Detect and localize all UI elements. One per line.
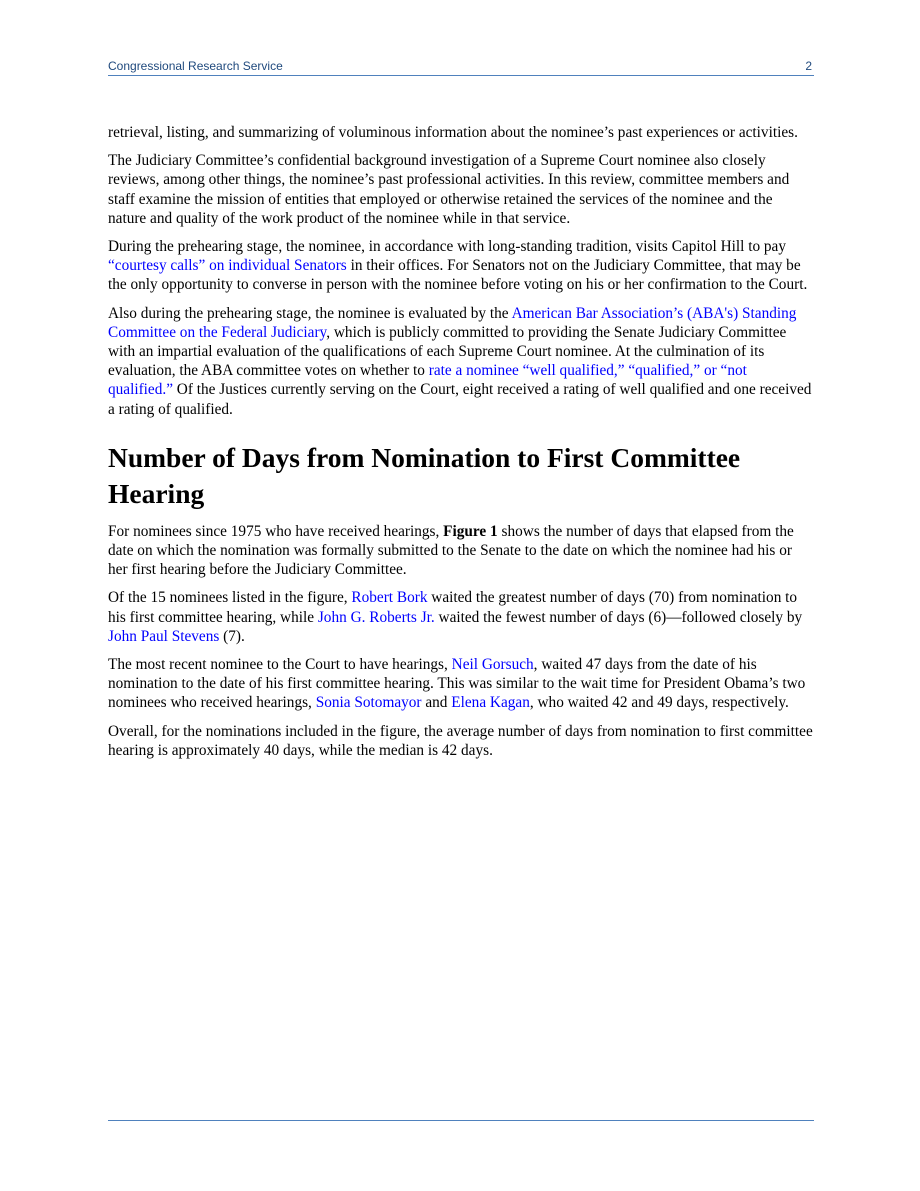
- paragraph-background-investigation: The Judiciary Committee’s confidential background investigation of a Supreme Court nominee also closely reviews, among other things, the nominee’s past professional activities. In this review, committee members and staff examine the mission of entities that employed or otherwise retained the services of the nominee and the nature and quality of the work product of the nominee while in that service.: [108, 152, 790, 227]
- text-segment: , waited 47 days from the date of his nomination to the date of his first committee hearing. This was similar to the wait time for President Obama’s two nominees who received hearings,: [108, 656, 806, 712]
- footer-rule: [108, 1120, 814, 1121]
- text-segment: Of the 15 nominees listed in the figure,: [108, 589, 352, 607]
- aba-rating-link[interactable]: rate a nominee “well qualified,” “qualified,” or “not qualified.”: [108, 362, 747, 399]
- figure-reference: Figure 1: [443, 522, 498, 540]
- text-segment: in their offices. For Senators not on the Judiciary Committee, that may be the only opportunity to converse in person with the nominee before voting on his or her confirmation to the Court.: [108, 257, 808, 294]
- paragraph-aba-evaluation: [108, 304, 814, 419]
- page-header: [108, 58, 814, 76]
- document-body: [108, 123, 814, 769]
- courtesy-calls-link[interactable]: “courtesy calls” on individual Senators: [108, 257, 347, 275]
- paragraph-retrieval: retrieval, listing, and summarizing of voluminous information about the nominee’s past experiences or activities.: [108, 124, 798, 141]
- text-segment: For nominees since 1975 who have received hearings,: [108, 522, 444, 540]
- john-paul-stevens-link[interactable]: John Paul Stevens: [108, 627, 220, 645]
- text-segment: Also during the prehearing stage, the nominee is evaluated by the: [108, 304, 512, 322]
- paragraph-recent-nominee: [108, 655, 814, 713]
- neil-gorsuch-link[interactable]: Neil Gorsuch: [451, 656, 534, 674]
- text-segment: , who waited 42 and 49 days, respectively.: [529, 694, 789, 712]
- text-segment: , which is publicly committed to providing the Senate Judiciary Committee with an impartial evaluation of the qualifications of each Supreme Court nominee. At the culmination of its evaluation, the ABA committee votes on whether to: [108, 323, 787, 380]
- page-number: 2: [805, 59, 812, 73]
- paragraph-average-median: Overall, for the nominations included in the figure, the average number of days from nomination to first committee hearing is approximately 40 days, while the median is 42 days.: [108, 722, 813, 759]
- robert-bork-link[interactable]: Robert Bork: [351, 589, 428, 607]
- text-segment: The most recent nominee to the Court to have hearings,: [108, 656, 452, 674]
- paragraph-figure-intro: [108, 522, 814, 580]
- text-segment: waited the greatest number of days (70) from nomination to his first committee hearing, while: [108, 589, 798, 626]
- header-organization: Congressional Research Service: [108, 59, 283, 73]
- paragraph-courtesy-calls: [108, 237, 814, 295]
- section-heading: Number of Days from Nomination to First Committee Hearing: [108, 441, 741, 509]
- text-segment: and: [421, 694, 452, 712]
- aba-committee-link[interactable]: American Bar Association’s (ABA's) Standing Committee on the Federal Judiciary: [108, 304, 797, 341]
- text-segment: During the prehearing stage, the nominee, in accordance with long-standing tradition, visits Capitol Hill to pay: [108, 238, 786, 256]
- text-segment: shows the number of days that elapsed from the date on which the nomination was formally submitted to the Senate to the date on which the nominee had his or her first hearing before the Judiciary Committee.: [108, 522, 794, 579]
- text-segment: Of the Justices currently serving on the Court, eight received a rating of well qualified and one received a rating of qualified.: [108, 381, 812, 418]
- sonia-sotomayor-link[interactable]: Sonia Sotomayor: [315, 694, 422, 712]
- paragraph-nominee-extremes: [108, 588, 814, 646]
- john-roberts-link[interactable]: John G. Roberts Jr.: [317, 608, 435, 626]
- text-segment: (7).: [219, 627, 245, 645]
- text-segment: waited the fewest number of days (6)—followed closely by: [434, 608, 803, 626]
- elena-kagan-link[interactable]: Elena Kagan: [451, 694, 530, 712]
